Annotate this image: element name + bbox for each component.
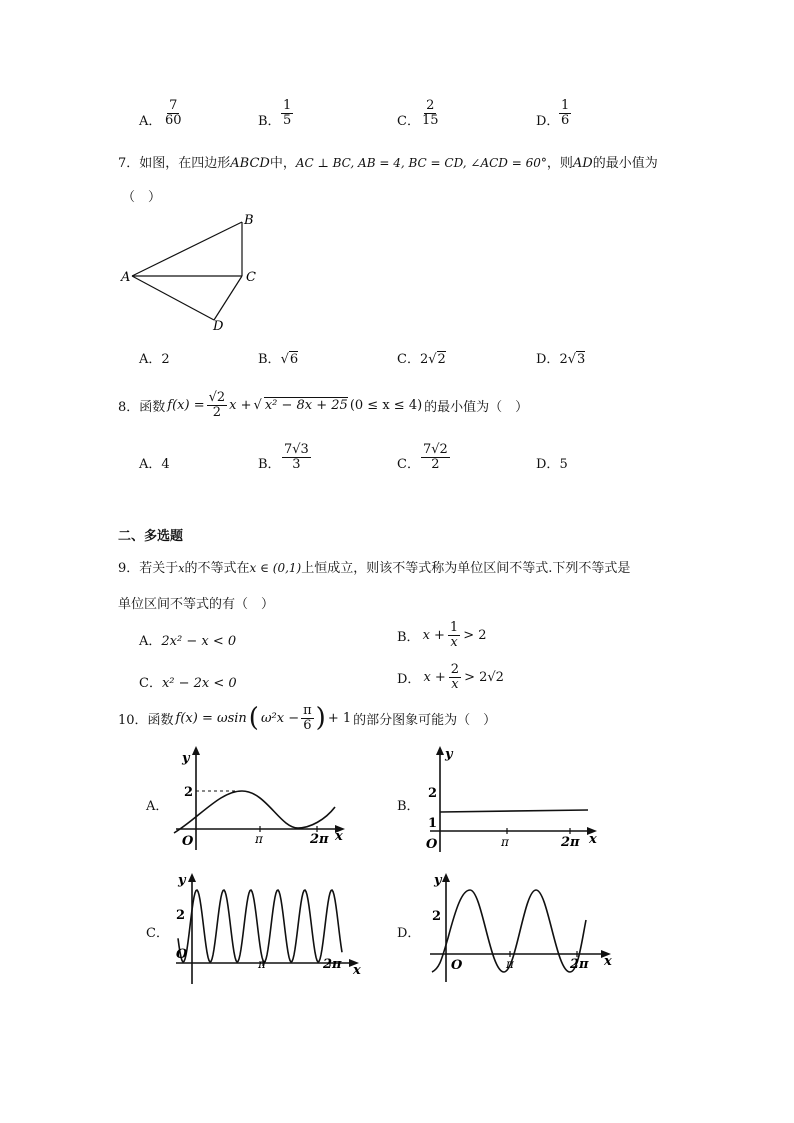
q6-option-b-fraction: $\frac{1}{5}$: [283, 98, 292, 128]
graph-d-x-label: x: [604, 954, 612, 969]
q8-option-d: D．5: [536, 457, 568, 472]
section-title: 二、多选题: [118, 529, 184, 544]
graph-c-origin: O: [176, 947, 188, 962]
graph-d-y-label: y: [434, 873, 442, 888]
q6-option-d-label: D．: [536, 114, 560, 129]
q8-option-b-label: B．: [258, 457, 281, 472]
graph-c-y-label: y: [178, 873, 186, 888]
q9-option-d: D． x + $\frac{2}{x}$ > 2√2: [397, 662, 504, 692]
q6-option-c-fraction: $\frac{2}{15}$: [422, 98, 439, 128]
q6-option-a-label: A．: [139, 114, 162, 129]
q7-option-d: D．2√3: [536, 352, 586, 367]
graph-a: [170, 742, 350, 862]
graph-a-x-label: x: [335, 829, 343, 844]
graph-c-tick-pi: π: [258, 957, 266, 971]
q7-answer-paren: （ ）: [122, 190, 162, 205]
graph-a-y-label: y: [182, 751, 190, 766]
q7-quadrilateral-figure: [115, 208, 265, 338]
graph-c-x-label: x: [353, 963, 361, 978]
graph-d: [420, 868, 620, 990]
q8-option-c-fraction: $\frac{7√2}{2}$: [423, 442, 448, 472]
q8-option-b-fraction: $\frac{7√3}{3}$: [284, 442, 309, 472]
segment-ab: [132, 222, 242, 276]
graph-a-tick-pi: π: [255, 832, 263, 846]
q6-option-c-label: C．: [397, 114, 420, 129]
q7-stem: 7．如图，在四边形ABCD中，AC ⊥ BC, AB = 4, BC = CD, ∠ACD = 60°，则AD的最小值为: [118, 156, 658, 171]
graph-b-y-label: y: [445, 747, 453, 762]
q7-option-a: A．2: [139, 352, 170, 367]
graph-a-y-arrow: [192, 746, 200, 755]
graph-c: [170, 868, 370, 990]
graph-a-label: A．: [146, 799, 169, 814]
graph-d-tick-2pi: 2π: [570, 957, 589, 972]
q6-option-a-fraction: $\frac{7}{60}$: [165, 98, 182, 128]
graph-b-origin: O: [426, 837, 438, 852]
q9-stem-line2: 单位区间不等式的有（ ）: [118, 597, 275, 612]
q7-option-c: C．2√2: [397, 352, 446, 367]
graph-a-curve: [174, 791, 335, 833]
graph-d-origin: O: [451, 958, 463, 973]
q7-option-b: B．√6: [258, 352, 299, 367]
vertex-c-label: C: [246, 270, 256, 285]
q6-option-d-fraction: $\frac{1}{6}$: [561, 98, 570, 128]
q8-option-c-label: C．: [397, 457, 420, 472]
graph-d-label: D．: [397, 926, 421, 941]
graph-b-tick-2pi: 2π: [561, 835, 580, 850]
q10-stem: 10．函数 f(x) = ωsin ( ω²x − $\frac{\pi}{6}$ ) + 1 的部分图象可能为（ ）: [118, 703, 497, 734]
graph-a-origin: O: [182, 834, 194, 849]
vertex-b-label: B: [244, 213, 254, 228]
graph-b-tick-2: 2: [428, 786, 438, 801]
graph-c-tick-2pi: 2π: [323, 957, 342, 972]
graph-a-tick-2pi: 2π: [310, 832, 329, 847]
graph-c-curve: [178, 890, 342, 962]
graph-b-x-label: x: [589, 832, 597, 847]
q9-stem-line1: 9．若关于x的不等式在x ∈ (0,1)上恒成立，则该不等式称为单位区间不等式.下列不等式是: [118, 561, 631, 576]
graph-c-tick-2: 2: [176, 908, 186, 923]
vertex-d-label: D: [213, 319, 224, 334]
graph-b: [420, 742, 605, 862]
q8-option-a: A．4: [139, 457, 170, 472]
q8-stem: 8．函数 f(x) = $\frac{√2}{2}$ x + √ x² − 8x + 25 (0 ≤ x ≤ 4) 的最小值为（ ）: [118, 390, 529, 420]
q9-option-c: C．x² − 2x < 0: [139, 676, 237, 691]
segment-ad: [132, 276, 214, 320]
graph-b-tick-pi: π: [501, 835, 509, 849]
graph-d-tick-pi: π: [506, 957, 514, 971]
q8-coefficient-fraction: $\frac{√2}{2}$: [208, 390, 226, 420]
vertex-a-label: A: [121, 270, 131, 285]
graph-b-line: [440, 810, 588, 812]
graph-b-tick-1: 1: [428, 816, 438, 831]
q6-option-b-label: B．: [258, 114, 281, 129]
graph-a-tick-2: 2: [184, 785, 194, 800]
segment-cd: [214, 276, 242, 320]
q9-option-b: B． x + $\frac{1}{x}$ > 2: [397, 620, 487, 650]
graph-d-tick-2: 2: [432, 909, 442, 924]
graph-b-label: B．: [397, 799, 420, 814]
graph-c-label: C．: [146, 926, 169, 941]
q9-option-a: A．2x² − x < 0: [139, 634, 237, 649]
